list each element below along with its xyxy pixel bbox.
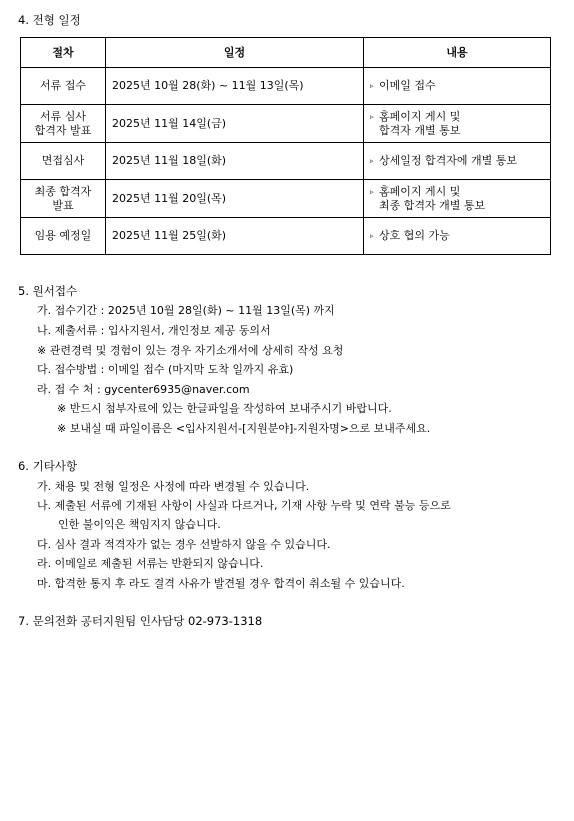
list-item: 마. 합격한 통지 후 라도 결격 사유가 발견될 경우 합격이 취소될 수 있습니다. [37, 577, 405, 590]
step-text: 면접심사 [41, 154, 85, 168]
schedule-table [20, 37, 551, 255]
list-item: 나. 제출서류 : 입사지원서, 개인정보 제공 동의서 [37, 324, 271, 337]
step-text: 서류 접수 [39, 79, 86, 93]
table-row [21, 105, 551, 143]
step-cell [21, 218, 106, 255]
content-text: 홈페이지 게시 및 [379, 185, 461, 199]
section-4-heading: 4. 전형 일정 [18, 13, 81, 27]
content-text: 상호 협의 가능 [379, 229, 450, 243]
schedule-cell: 2025년 11월 14일(금) [106, 105, 364, 143]
content-text: 합격자 개별 통보 [379, 123, 461, 137]
content-cell [364, 218, 551, 255]
content-text: 상세일정 합격자에 개별 통보 [379, 154, 518, 168]
step-text: 서류 심사 [39, 110, 86, 124]
schedule-cell: 2025년 11월 25일(화) [106, 218, 364, 255]
list-item: 라. 접 수 처 : gycenter6935@naver.com [37, 383, 250, 396]
schedule-cell: 2025년 11월 18일(화) [106, 143, 364, 180]
bullet-arrow-icon: ▹ [370, 82, 374, 91]
table-header-row [21, 38, 551, 68]
step-text: 임용 예정일 [34, 229, 92, 243]
bullet-arrow-icon: ▹ [370, 157, 374, 166]
section-7-heading: 7. 문의전화 공터지원팀 인사담당 02-973-1318 [18, 614, 263, 628]
note-item: ※ 관련경력 및 경험이 있는 경우 자기소개서에 상세히 작성 요청 [37, 344, 344, 357]
table-row [21, 218, 551, 255]
note-item: ※ 보내실 때 파일이름은 <입사지원서-[지원분야]-지원자명>으로 보내주세요. [57, 422, 431, 435]
step-cell [21, 68, 106, 105]
bullet-arrow-icon: ▹ [370, 188, 374, 197]
list-item: 가. 접수기간 : 2025년 10월 28일(화) ~ 11월 13일(목) 까지 [37, 304, 335, 317]
table-row [21, 180, 551, 218]
content-cell [364, 105, 551, 143]
section-5-heading: 5. 원서접수 [18, 284, 78, 298]
content-text: 이메일 접수 [379, 79, 436, 93]
content-text: 홈페이지 게시 및 [379, 110, 461, 124]
schedule-cell: 2025년 10월 28(화) ~ 11월 13일(목) [106, 68, 364, 105]
content-cell [364, 143, 551, 180]
list-item: 다. 접수방법 : 이메일 접수 (마지막 도착 일까지 유효) [37, 363, 294, 376]
note-item: ※ 반드시 첨부자료에 있는 한글파일을 작성하여 보내주시기 바랍니다. [57, 402, 392, 415]
step-cell [21, 105, 106, 143]
table-row [21, 143, 551, 180]
bullet-arrow-icon: ▹ [370, 232, 374, 241]
bullet-arrow-icon: ▹ [370, 113, 374, 122]
section-6-heading: 6. 기타사항 [18, 459, 78, 473]
list-item: 라. 이메일로 제출된 서류는 반환되지 않습니다. [37, 557, 264, 570]
list-item: 나. 제출된 서류에 기재된 사항이 사실과 다르거나, 기재 사항 누락 및 연락 불능 등으로 [37, 499, 451, 512]
header-schedule: 일정 [106, 38, 364, 68]
list-item: 가. 채용 및 전형 일정은 사정에 따라 변경될 수 있습니다. [37, 480, 310, 493]
content-cell [364, 180, 551, 218]
step-cell [21, 143, 106, 180]
header-step: 절차 [21, 38, 106, 68]
content-text: 최종 합격자 개별 통보 [379, 198, 486, 212]
content-cell [364, 68, 551, 105]
step-text: 발표 [52, 198, 74, 212]
header-content: 내용 [364, 38, 551, 68]
list-item: 다. 심사 결과 적격자가 없는 경우 선발하지 않을 수 있습니다. [37, 538, 331, 551]
step-text: 합격자 발표 [34, 123, 92, 137]
schedule-cell: 2025년 11월 20일(목) [106, 180, 364, 218]
step-cell [21, 180, 106, 218]
list-item-continuation: 인한 불이익은 책임지지 않습니다. [58, 518, 221, 531]
table-row [21, 68, 551, 105]
step-text: 최종 합격자 [34, 185, 92, 199]
